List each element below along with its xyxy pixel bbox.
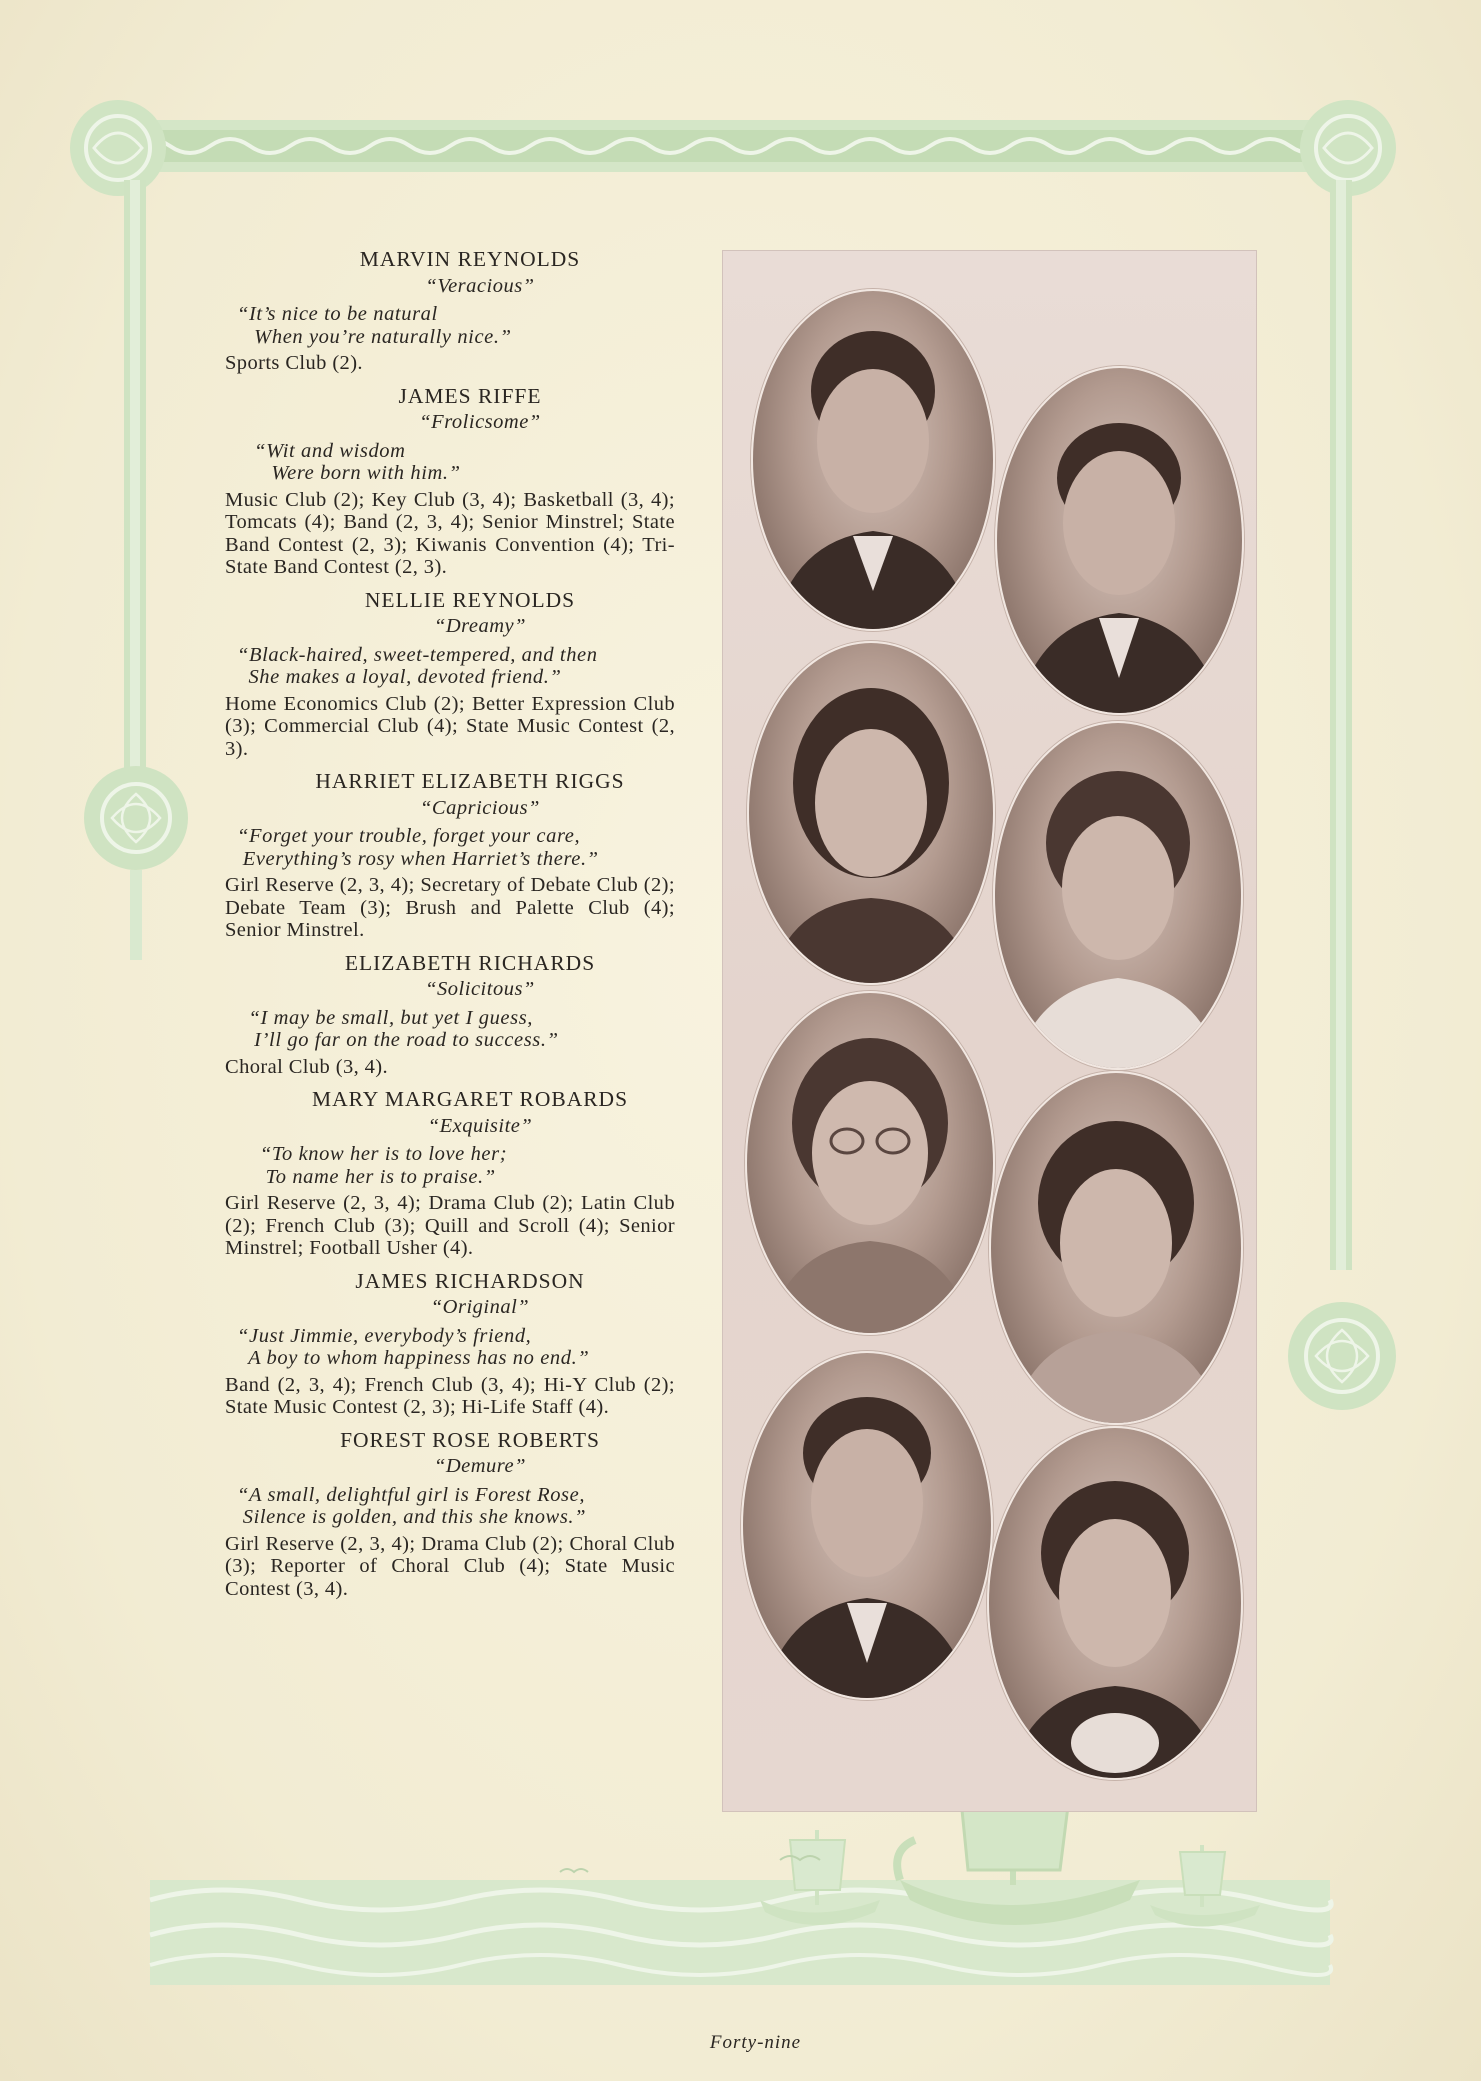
student-entry [225,770,675,942]
portrait-panel [722,250,1257,1812]
portrait-photo [995,366,1244,715]
student-name: MARY MARGARET ROBARDS [311,1087,629,1111]
student-activities: Girl Reserve (2, 3, 4); Secretary of Debate Club (2); Debate Team (3); Brush and Palette Club (4); Senior Minstrel. [225,874,675,941]
student-quote: “Just Jimmie, everybody’s friend, A boy to whom happiness has no end.” [237,1324,590,1369]
student-name: JAMES RIFFE [398,383,542,408]
student-quote: “Black-haired, sweet-tempered, and then She makes a loyal, devoted friend.” [237,643,598,688]
student-activities: Girl Reserve (2, 3, 4); Drama Club (2); Choral Club (3); Reporter of Choral Club (4); State Music Contest (3, 4). [225,1532,675,1600]
student-name: FOREST ROSE ROBERTS [340,1427,600,1452]
student-quote: “To know her is to love her; To name her is to praise.” [259,1143,508,1188]
portrait-photo [745,991,995,1335]
student-entry [225,589,675,761]
student-nickname: “Capricious” [420,796,540,819]
student-quote: “Wit and wisdom Were born with him.” [254,439,461,484]
student-entry [225,1270,675,1419]
student-activities: Band (2, 3, 4); French Club (3, 4); Hi-Y Club (2); State Music Contest (2, 3); Hi-Life Staff (4). [225,1373,675,1418]
student-quote: “A small, delightful girl is Forest Rose, Silence is golden, and this she knows.” [237,1483,587,1528]
student-nickname: “Veracious” [425,274,535,297]
student-bio-column [225,248,675,1610]
student-name: ELIZABETH RICHARDS [344,950,596,975]
student-name: JAMES RICHARDSON [355,1268,585,1293]
student-nickname: “Exquisite” [427,1114,533,1137]
student-quote: “Forget your trouble, forget your care, Everything’s rosy when Harriet’s there.” [237,825,599,870]
student-nickname: “Solicitous” [425,978,535,1000]
student-quote: “I may be small, but yet I guess, I’ll go far on the road to success.” [248,1006,559,1051]
corner-ornament-left [70,100,166,196]
page-number: Forty-nine [709,2032,802,2053]
portrait-photo [993,721,1243,1070]
student-nickname: “Original” [430,1296,530,1318]
student-entry [225,1429,675,1601]
student-activities: Sports Club (2). [225,352,363,374]
student-activities: Choral Club (3, 4). [225,1055,389,1078]
portrait-photo [989,1071,1243,1425]
portrait-photo [751,289,995,631]
student-quote: “It’s nice to be natural When you’re naturally nice.” [237,303,512,348]
portrait-photo [987,1426,1243,1780]
student-entry [225,248,675,375]
student-entry [225,1088,675,1260]
student-nickname: “Demure” [433,1455,527,1477]
student-activities: Girl Reserve (2, 3, 4); Drama Club (2); Latin Club (2); French Club (3); Quill and Scroll (4); Senior Minstrel; Football Usher (4). [225,1192,675,1259]
portrait-photo [747,641,995,985]
student-name: HARRIET ELIZABETH RIGGS [315,769,625,793]
student-entry [225,952,675,1079]
student-nickname: “Frolicsome” [419,411,541,433]
portrait-photo [741,1351,993,1700]
student-activities: Home Economics Club (2); Better Expression Club (3); Commercial Club (4); State Music Contest (2, 3). [225,692,675,760]
student-nickname: “Dreamy” [433,615,527,637]
student-entry [225,385,675,579]
student-name: MARVIN REYNOLDS [359,247,581,271]
student-name: NELLIE REYNOLDS [364,587,576,612]
student-activities: Music Club (2); Key Club (3, 4); Basketball (3, 4); Tomcats (4); Band (2, 3, 4); Senior Minstrel; State Band Contest (2, 3); Kiwanis Convention (4); Tri-State Band Contest (2, 3). [225,488,675,578]
